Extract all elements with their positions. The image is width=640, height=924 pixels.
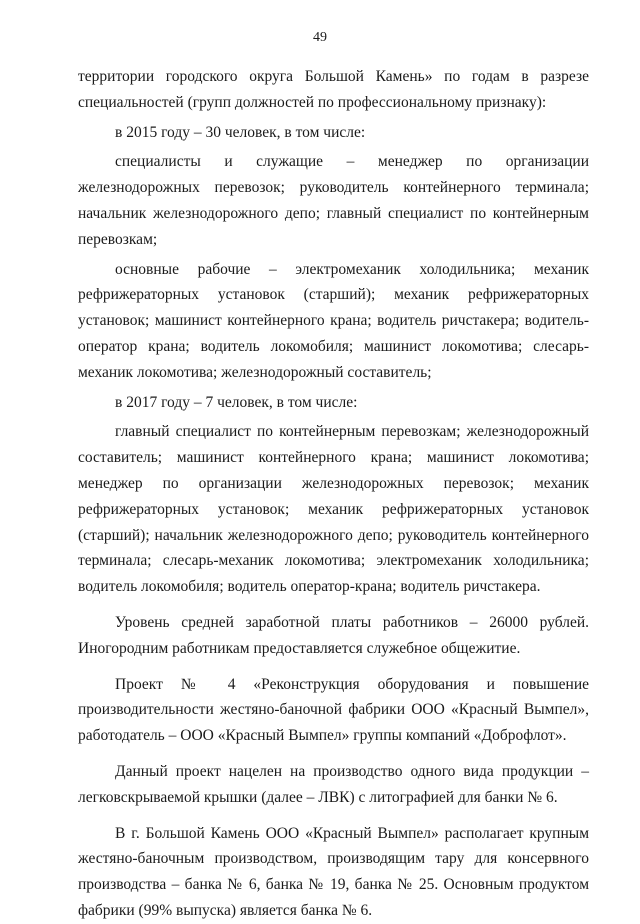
paragraph-project-4: Проект № 4 «Реконструкция оборудования и повышение производительности жестяно-баночной фабрики ООО «Красный Вымпел», работодатель – ООО «Красный Вымпел» группы компаний «Доброфлот».	[78, 675, 589, 745]
paragraph-2015-specialists: специалисты и служащие – менеджер по организации железнодорожных перевозок; руководитель контейнерного терминала; начальник железнодорожного депо; главный специалист по контейнерным перевозкам;	[78, 153, 589, 248]
paragraph-production: В г. Большой Камень ООО «Красный Вымпел» располагает крупным жестяно-баночным производством, производящим тару для консервного производства – банка № 6, банка № 19, банка № 25. Основным продуктом фабрики (99% выпуска) является банка № 6.	[78, 824, 589, 919]
paragraph-2015-heading: в 2015 году – 30 человек, в том числе:	[115, 123, 366, 141]
paragraph-project-aim: Данный проект нацелен на производство одного вида продукции – легковскрываемой крышки (далее – ЛВК) с литографией для банки № 6.	[78, 762, 589, 806]
page-body	[78, 64, 589, 924]
paragraph-2017-list: главный специалист по контейнерным перевозкам; железнодорожный составитель; машинист контейнерного крана; машинист локомотива; менеджер по организации железнодорожных перевозок; механик рефрижераторных установок; механик рефрижераторных установок (старший); начальник железнодорожного депо; руководитель контейнерного терминала; слесарь-механик локомотива; электромеханик холодильника; водитель локомобиля; водитель оператор-крана; водитель ричстакера.	[78, 423, 589, 596]
paragraph-salary: Уровень средней заработной платы работников – 26000 рублей. Иногородним работникам предоставляется служебное общежитие.	[78, 613, 589, 657]
paragraph-2017-heading: в 2017 году – 7 человек, в том числе:	[115, 393, 358, 411]
paragraph-intro: территории городского округа Большой Камень» по годам в разрезе специальностей (групп должностей по профессиональному признаку):	[78, 68, 589, 111]
page-number: 49	[313, 30, 327, 45]
paragraph-2015-workers: основные рабочие – электромеханик холодильника; механик рефрижераторных установок (старший); механик рефрижераторных установок; машинист контейнерного крана; водитель ричстакера; водитель-оператор крана; водитель локомобиля; машинист локомотива; слесарь-механик локомотива; железнодорожный составитель;	[78, 260, 589, 381]
